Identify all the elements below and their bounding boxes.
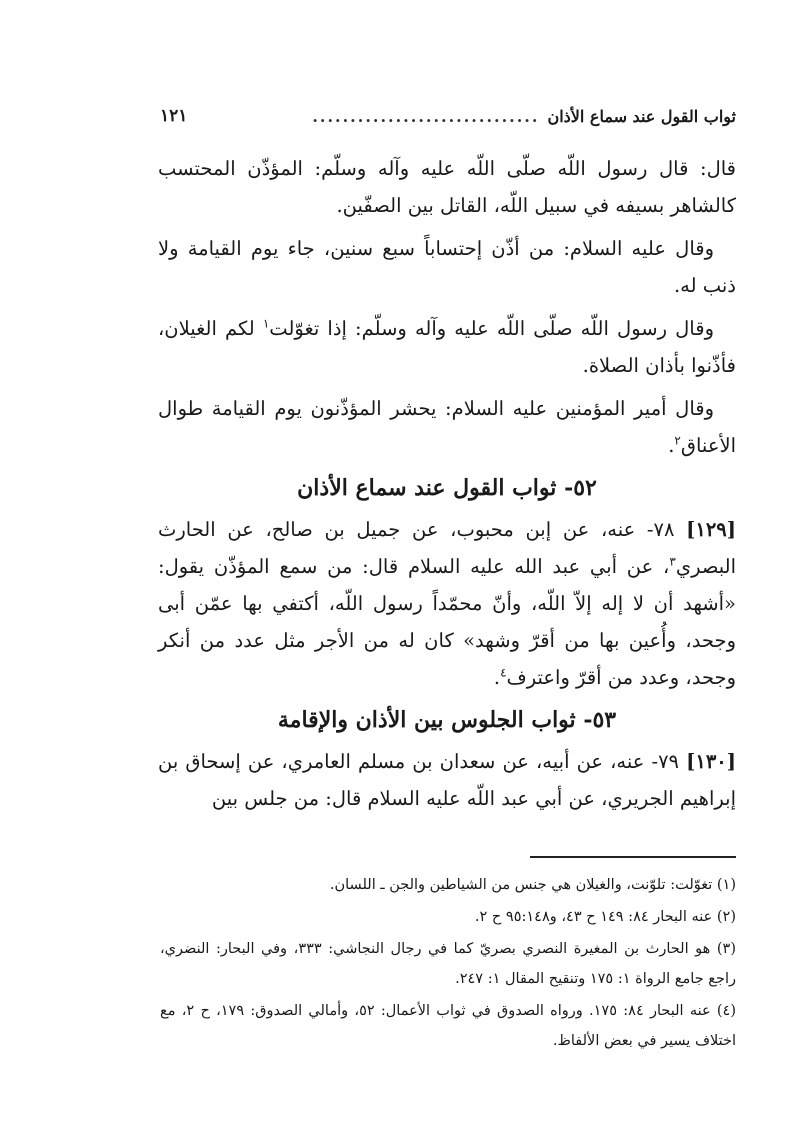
footnote-ref-2: ٢ <box>674 433 681 448</box>
footnote-ref-4: ٤ <box>500 665 507 680</box>
hadith-130 <box>158 743 736 817</box>
footnote-3: (٣) هو الحارث بن المغيرة النصري بصريّ كما في رجال النجاشي: ٣٣٣، وفي البحار: النضري، راجع جامع الرواة ١: ١٧٥ وتنقيح المقال ١: ٢٤٧. <box>160 941 736 987</box>
running-title: ثواب القول عند سماع الأذان <box>547 106 736 126</box>
paragraph-1-text: قال: قال رسول اللّه صلّى اللّه عليه وآله وسلّم: المؤذّن المحتسب كالشاهر بسيفه في سبيل اللّه، القاتل بين الصفّين. <box>158 157 736 217</box>
paragraph-3-text-end: لكم الغيلان، فأذّنوا بأذان الصلاة. <box>158 317 736 377</box>
page-header <box>160 100 736 132</box>
section-heading-53: ٥٣- ثواب الجلوس بين الأذان والإقامة <box>277 707 617 733</box>
hadith-number: [١٢٩] <box>686 518 736 541</box>
hadith-129 <box>158 511 736 696</box>
paragraph-4-text: وقال أمير المؤمنين عليه السلام: يحشر المؤذّنون يوم القيامة طوال الأعناق <box>158 397 736 457</box>
paragraph-3 <box>158 310 736 384</box>
page-number: ١٢١ <box>160 106 188 126</box>
paragraph-2-text: وقال عليه السلام: من أذّن إحتساباً سبع سنين، جاء يوم القيامة ولا ذنب له. <box>158 237 736 297</box>
paragraph-1 <box>158 150 736 224</box>
section-heading-52: ٥٢- ثواب القول عند سماع الأذان <box>297 475 597 501</box>
hadith-number: [١٣٠] <box>686 750 736 773</box>
leader-dots: .............................. <box>312 106 540 126</box>
footnote-2: (٢) عنه البحار ٨٤: ١٤٩ ح ٤٣، و٩٥:١٤٨ ح ٢. <box>474 909 736 925</box>
hadith-text: ٧٨- عنه، عن إبن محبوب، عن جميل بن صالح، عن الحارث البصري <box>158 518 736 578</box>
paragraph-3-text: وقال رسول اللّه صلّى اللّه عليه وآله وسلّم: إذا تغوّلت <box>269 317 714 340</box>
footnote-ref-1: ١ <box>262 316 270 331</box>
hadith-text: ٧٩- عنه، عن أبيه، عن سعدان بن مسلم العامري، عن إسحاق بن إبراهيم الجريري، عن أبي عبد اللّه عليه السلام قال: من جلس بين <box>158 750 736 810</box>
footnote-ref-3: ٣ <box>669 554 676 569</box>
footnotes <box>160 870 736 1058</box>
hadith-text-end: . <box>493 666 501 689</box>
paragraph-4 <box>158 390 736 464</box>
hadith-text-middle: ، عن أبي عبد الله عليه السلام قال: من سمع المؤذّن يقول: «أشهد أن لا إله إلاّ اللّه، وأنّ محمّداً رسول اللّه، أكتفي بها عمّن أبى وجحد، وأُعين بها من أقرّ وشهد» كان له من الأجر مثل عدد من أنكر وجحد، وعدد من أقرّ واعترف <box>158 555 736 689</box>
footnote-4: (٤) عنه البحار ٨٤: ١٧٥. ورواه الصدوق في ثواب الأعمال: ٥٢، وأمالي الصدوق: ١٧٩، ح ٢، مع اختلاف يسير في بعض الألفاظ. <box>160 1003 737 1049</box>
footnote-separator <box>530 856 736 858</box>
footnote-1: (١) تغوّلت: تلوّنت، والغيلان هي جنس من الشياطين والجن ـ اللسان. <box>329 877 736 893</box>
main-text <box>158 150 736 823</box>
paragraph-2 <box>158 230 736 304</box>
paragraph-4-text-end: . <box>668 434 675 457</box>
